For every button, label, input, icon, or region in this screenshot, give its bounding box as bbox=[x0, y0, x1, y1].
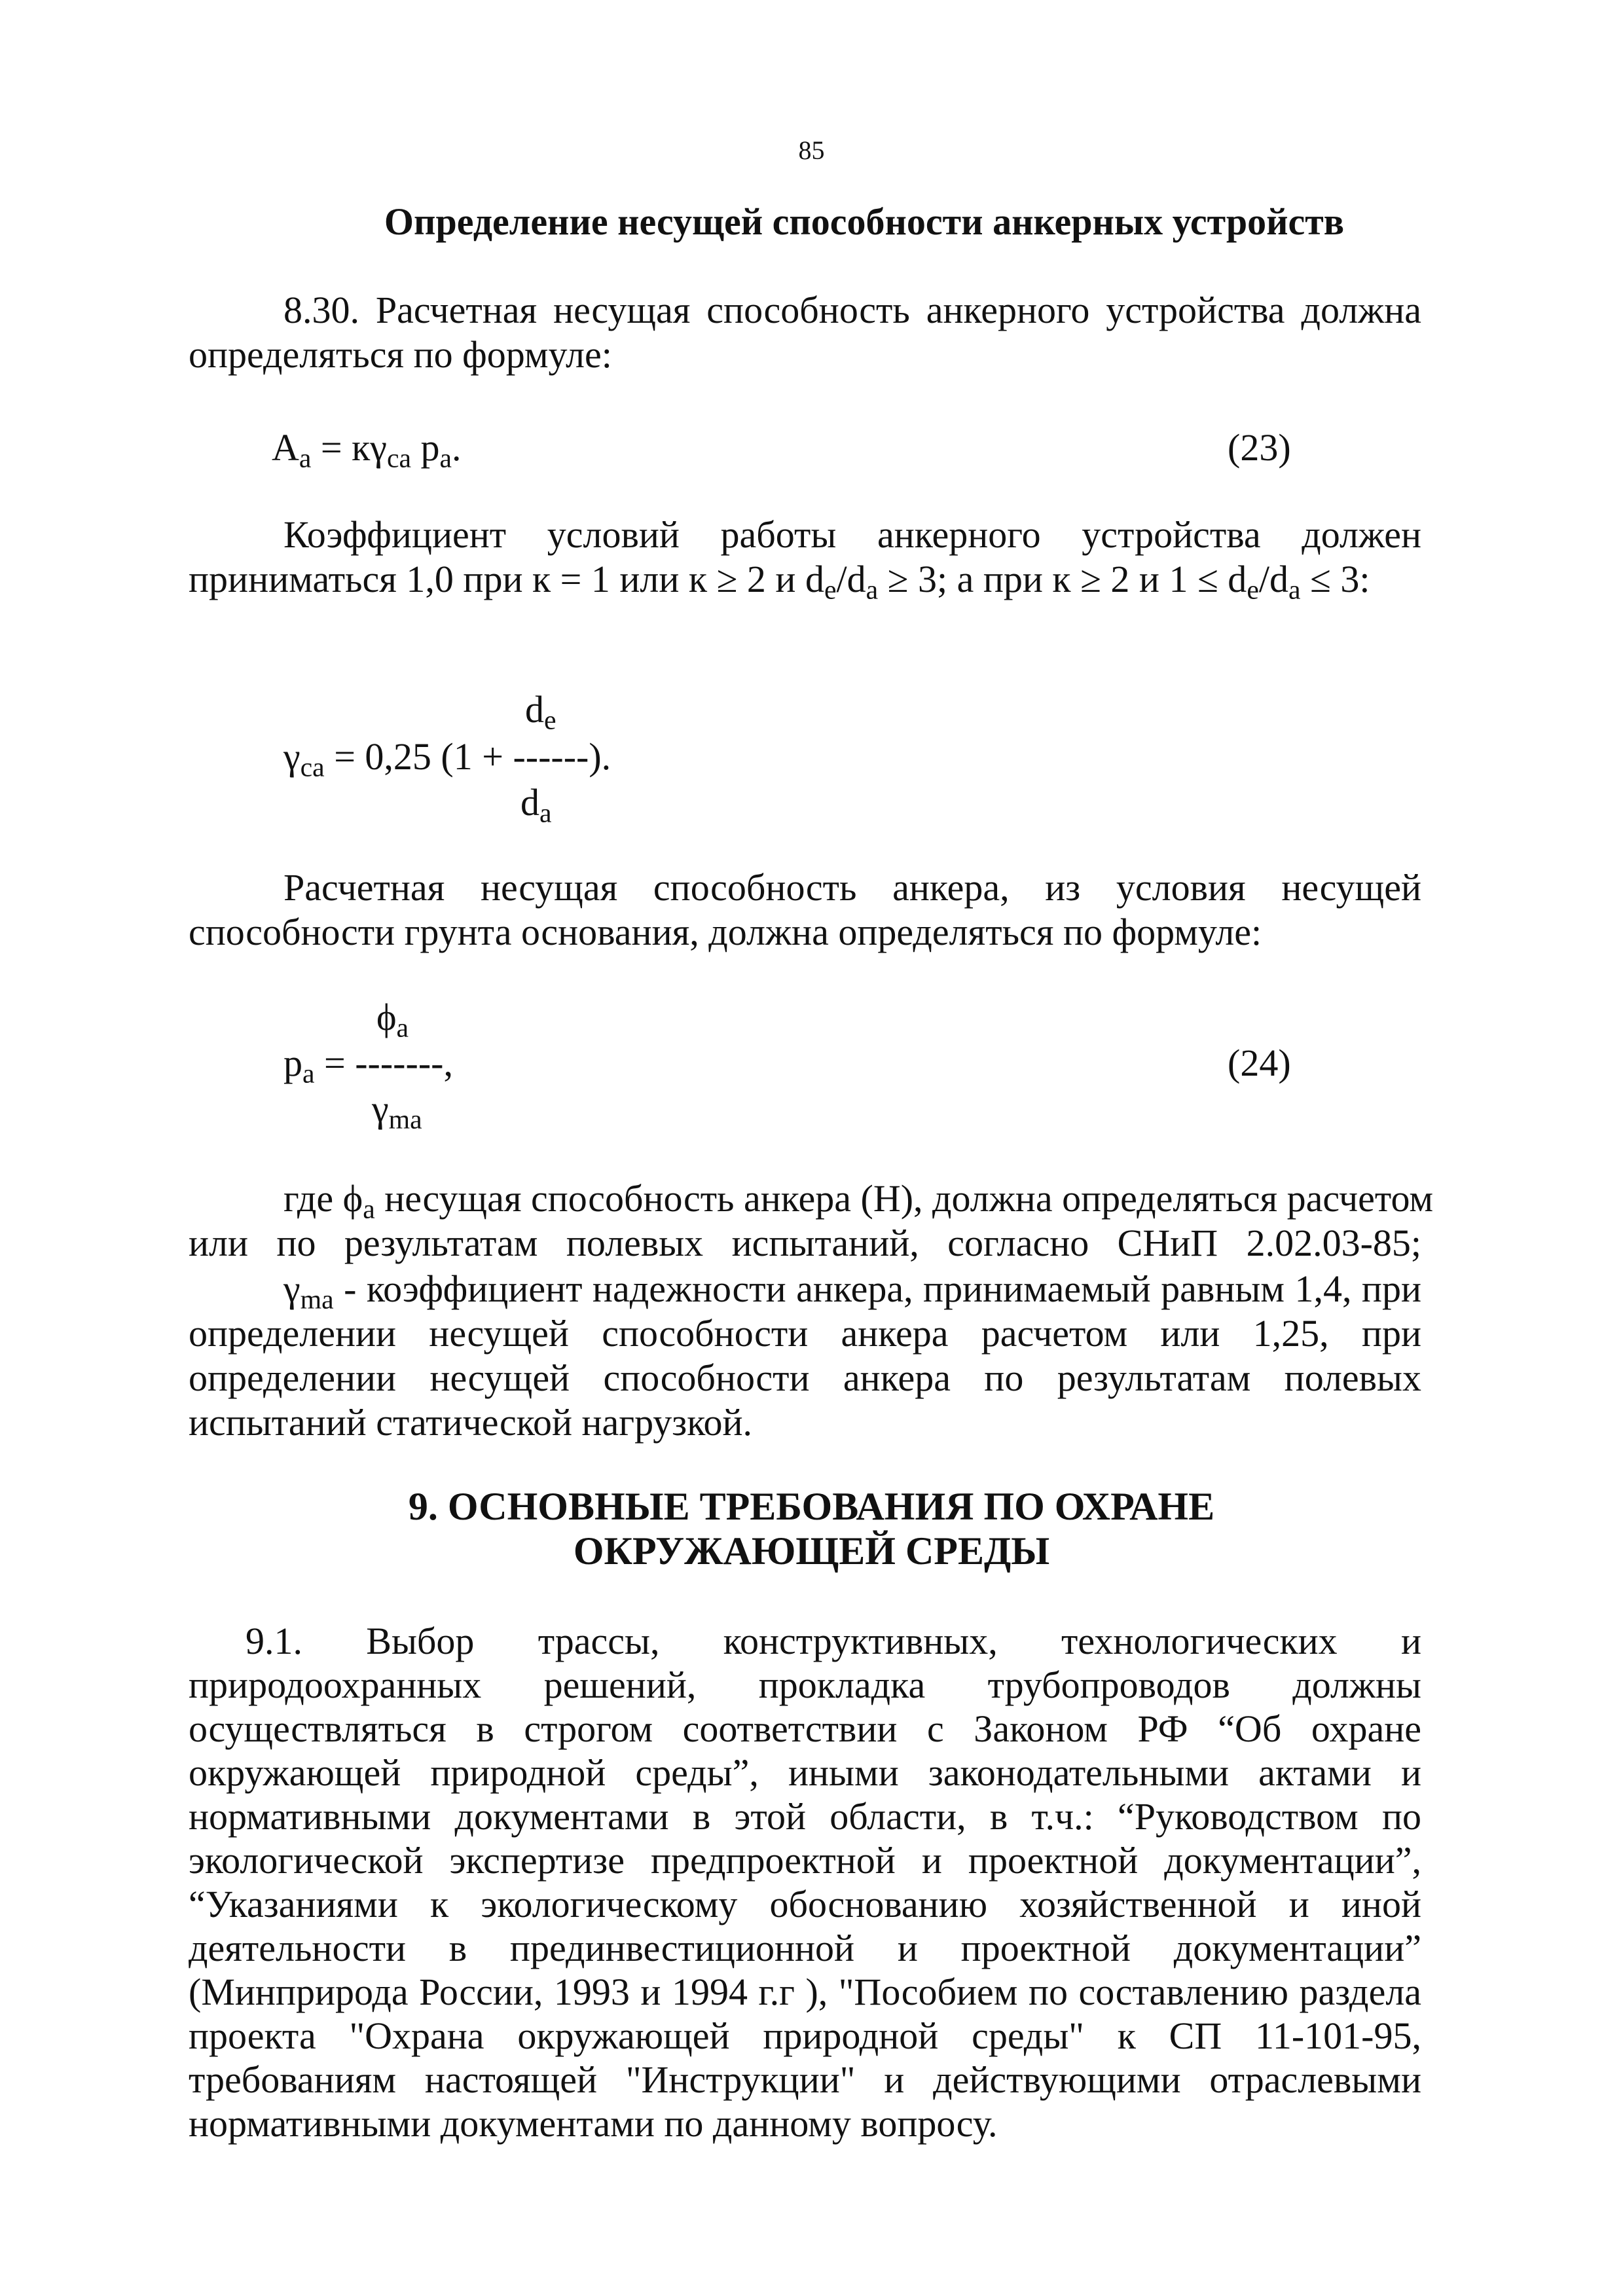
para-9-1-line-9: (Минприрода России, 1993 и 1994 г.г ), "Пособием по составлению раздела bbox=[189, 1971, 1421, 2013]
formula-24-main bbox=[283, 1041, 453, 1089]
para-coef-e2: e bbox=[1247, 575, 1259, 606]
formula-23 bbox=[272, 426, 462, 474]
formula-24-num-sub: a bbox=[396, 1013, 409, 1044]
where-line-1 bbox=[283, 1176, 1434, 1225]
para-coef-text-a: приниматься 1,0 при к = 1 или к ≥ 2 и d bbox=[189, 558, 824, 600]
where-gamma: γ bbox=[283, 1267, 301, 1310]
formula-gamma-num: d bbox=[525, 688, 544, 731]
para-8-30-line-1: 8.30. Расчетная несущая способность анкерного устройства должна bbox=[283, 289, 1421, 331]
para-9-1-line-4: окружающей природной среды”, иными законодательными актами и bbox=[189, 1751, 1421, 1794]
where-line-5: определении несущей способности анкера по результатам полевых bbox=[189, 1357, 1421, 1399]
formula-gamma-den: d bbox=[520, 781, 539, 824]
formula-gamma-main bbox=[283, 735, 611, 783]
section-heading: Определение несущей способности анкерных устройств bbox=[384, 200, 1345, 243]
formula-24-den-sub: ma bbox=[388, 1104, 422, 1135]
formula-24-lhs: p bbox=[283, 1042, 302, 1084]
equation-number-24: (24) bbox=[1228, 1042, 1291, 1084]
formula-23-gamma-sub: ca bbox=[386, 443, 412, 474]
formula-24-den: γ bbox=[372, 1087, 389, 1130]
formula-gamma-numerator bbox=[525, 687, 556, 736]
para-coef-text-c: ≤ 3: bbox=[1300, 558, 1370, 600]
formula-gamma-denominator bbox=[520, 780, 552, 829]
para-9-1-line-8: деятельности в прединвестиционной и проектной документации” bbox=[189, 1927, 1421, 1969]
para-coef-slash2: /d bbox=[1258, 558, 1288, 600]
para-coef-line-2 bbox=[189, 557, 1370, 606]
para-coef-e1: e bbox=[824, 575, 837, 606]
formula-24-numerator bbox=[376, 995, 409, 1044]
where-line-3 bbox=[283, 1267, 1421, 1315]
para-9-1-line-10: проекта "Охрана окружающей природной среды" к СП 11-101-95, bbox=[189, 2014, 1421, 2057]
para-8-30-line-2: определяться по формуле: bbox=[189, 333, 612, 376]
where-phi: где ϕ bbox=[283, 1177, 363, 1220]
para-coef-slash1: /d bbox=[836, 558, 866, 600]
chapter-heading-line-1: 9. ОСНОВНЫЕ ТРЕБОВАНИЯ ПО ОХРАНЕ bbox=[408, 1485, 1215, 1528]
para-coef-text-b: ≥ 3; а при к ≥ 2 и 1 ≤ d bbox=[878, 558, 1247, 600]
para-coef-line-1: Коэффициент условий работы анкерного устройства должен bbox=[283, 513, 1421, 556]
where-phi-desc: несущая способность анкера (Н), должна определяться расчетом bbox=[374, 1177, 1434, 1220]
where-line-6: испытаний статической нагрузкой. bbox=[189, 1401, 752, 1444]
para-coef-a2: a bbox=[1288, 575, 1301, 606]
para-anchor-line-2: способности грунта основания, должна определяться по формуле: bbox=[189, 911, 1262, 953]
page-number: 85 bbox=[798, 136, 825, 165]
formula-23-p-sub: a bbox=[439, 443, 452, 474]
para-9-1-line-2: природоохранных решений, прокладка трубопроводов должны bbox=[189, 1664, 1421, 1706]
where-line-2: или по результатам полевых испытаний, согласно СНиП 2.02.03-85; bbox=[189, 1222, 1421, 1264]
para-9-1-line-11: требованиям настоящей "Инструкции" и действующими отраслевыми bbox=[189, 2058, 1421, 2101]
para-9-1-line-7: “Указаниями к экологическому обоснованию хозяйственной и иной bbox=[189, 1883, 1421, 1925]
where-line-4: определении несущей способности анкера расчетом или 1,25, при bbox=[189, 1312, 1421, 1355]
where-gamma-sub: ma bbox=[300, 1285, 334, 1315]
formula-23-p: p bbox=[411, 426, 440, 469]
formula-23-a-sub: a bbox=[299, 443, 312, 474]
where-gamma-desc: - коэффициент надежности анкера, принимаемый равным 1,4, при bbox=[333, 1267, 1421, 1310]
para-9-1-line-3: осуществляться в строгом соответствии с Законом РФ “Об охране bbox=[189, 1707, 1421, 1750]
chapter-heading-line-2: ОКРУЖАЮЩЕЙ СРЕДЫ bbox=[573, 1529, 1050, 1573]
para-anchor-line-1: Расчетная несущая способность анкера, из условия несущей bbox=[283, 866, 1421, 909]
formula-gamma-num-sub: e bbox=[544, 705, 556, 736]
formula-23-end: . bbox=[452, 426, 462, 469]
para-9-1-line-1: 9.1. Выбор трассы, конструктивных, технологических и bbox=[246, 1620, 1421, 1662]
formula-gamma-den-sub: a bbox=[539, 798, 552, 829]
para-9-1-line-6: экологической экспертизе предпроектной и проектной документации”, bbox=[189, 1839, 1421, 1882]
para-9-1-line-12: нормативными документами по данному вопросу. bbox=[189, 2102, 998, 2145]
formula-gamma-lhs-sub: ca bbox=[300, 752, 325, 783]
formula-23-a: A bbox=[272, 426, 299, 469]
formula-24-num: ϕ bbox=[376, 996, 397, 1038]
formula-23-eq: = кγ bbox=[311, 426, 387, 469]
equation-number-23: (23) bbox=[1228, 426, 1291, 469]
para-9-1-line-5: нормативными документами в этой области, в т.ч.: “Руководством по bbox=[189, 1795, 1421, 1838]
formula-24-rhs: = -------, bbox=[314, 1042, 453, 1084]
formula-24-denominator bbox=[372, 1087, 422, 1135]
formula-gamma-rhs: = 0,25 (1 + ------). bbox=[324, 735, 611, 778]
formula-24-lhs-sub: a bbox=[302, 1059, 315, 1089]
formula-gamma-lhs: γ bbox=[283, 735, 301, 778]
para-coef-a1: a bbox=[866, 575, 879, 606]
where-phi-sub: a bbox=[363, 1194, 375, 1225]
